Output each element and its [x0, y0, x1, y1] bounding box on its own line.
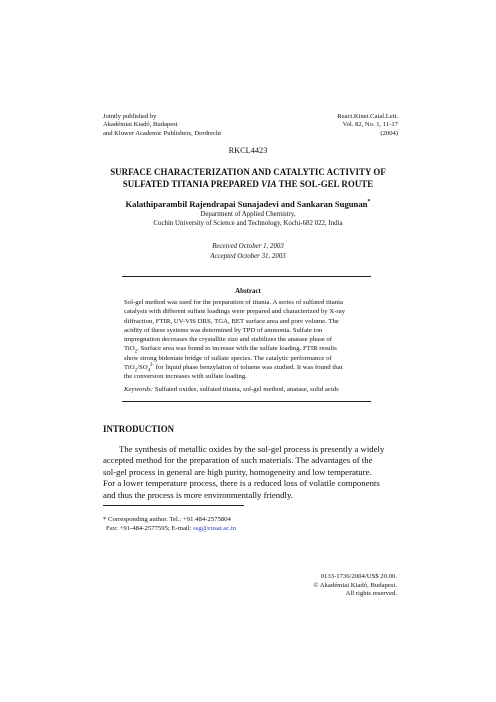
abstract-line: impregnation decreases the crystallite size and stabilizes the anatase phase of [124, 336, 333, 344]
divider [122, 276, 371, 277]
intro-line: For a lower temperature process, there is a reduced loss of volatile components [103, 478, 380, 489]
authors [0, 199, 496, 209]
footnote-text: Fax: +91-484-2577595; E-mail: [106, 524, 194, 532]
email-link[interactable]: ssg@cusat.ac.in [193, 524, 237, 532]
corresponding-mark: * [367, 198, 371, 206]
dates [0, 242, 496, 261]
title-line-1: SURFACE CHARACTERIZATION AND CATALYTIC ACTIVITY OF [110, 167, 386, 177]
abstract-line: show strong bidentate bridge of sulfate species. The catalytic performance of [124, 354, 332, 362]
journal-line: Vol. 82, No. 1, 11-17 [342, 121, 398, 129]
publisher-line: and Kluwer Academic Publishers, Dordrecht [103, 129, 222, 137]
abstract-line: the conversion increases with sulfate loading. [124, 373, 247, 381]
copyright-block [313, 573, 397, 599]
journal-line: (2004) [380, 129, 398, 137]
abstract-sub: 4 [147, 368, 151, 374]
intro-paragraph [103, 444, 398, 501]
footnote-rule [103, 505, 244, 506]
publisher-line: Jointly published by [103, 113, 157, 120]
abstract-text: for liquid phase benzylation of toluene was studied. It was found that [154, 364, 343, 372]
section-heading-introduction: INTRODUCTION [103, 424, 175, 434]
title-text: SULFATED TITANIA PREPARED [122, 178, 262, 189]
publisher-info [103, 113, 221, 138]
abstract-sub: 2 [134, 349, 138, 355]
keywords-text: Sulfated oxides, sulfated titania, sol-gel method, anatase, solid acids [153, 386, 339, 393]
abstract-text: TiO [124, 345, 135, 353]
accepted-date: Accepted October 31, 2003 [210, 252, 286, 260]
abstract-line [124, 363, 372, 372]
abstract-text: /SO [137, 364, 148, 372]
footnote [103, 516, 236, 533]
title-text: THE SOL-GEL ROUTE [276, 178, 374, 189]
abstract-body [124, 298, 372, 382]
abstract-line: catalysts with different sulfate loadings were prepared and characterized by X-ray [124, 308, 346, 316]
abstract-text: TiO [124, 364, 135, 372]
keywords [124, 385, 376, 394]
footnote-line [103, 525, 236, 534]
affiliation-line: Department of Applied Chemistry, [200, 211, 296, 218]
abstract-text: . Surface area was found to increase with the sulfate loading. FTIR results [137, 345, 337, 353]
author-names: Kalathiparambil Rajendrapai Sunajadevi and Sankaran Sugunan [125, 199, 368, 209]
abstract-line: Sol-gel method was used for the preparation of titania. A series of sulfated titania [124, 299, 343, 306]
copyright-line: All rights reserved. [345, 590, 397, 598]
abstract-sup: 2- [150, 362, 155, 368]
intro-line: The synthesis of metallic oxides by the sol-gel process is presently a widely [119, 444, 385, 454]
abstract-sub: 2 [134, 368, 138, 374]
paper-code: RKCL4423 [228, 146, 268, 155]
title-via: VIA [261, 178, 277, 189]
publisher-line: Akadémiai Kiadó, Budapest [103, 121, 178, 129]
title-line-2 [0, 179, 496, 191]
affiliation-line: Cochin University of Science and Technology, Kochi-682 022, India [153, 220, 343, 227]
keywords-label: Keywords: [124, 386, 153, 393]
received-date: Received October 1, 2003 [212, 243, 284, 250]
intro-line: and thus the process is more environmentally friendly. [103, 489, 293, 500]
affiliation [0, 210, 496, 228]
intro-line: sol-gel process in general are high purity, homogeneity and low temperature. [103, 466, 372, 477]
journal-line: React.Kinet.Catal.Lett. [337, 113, 398, 120]
journal-info [337, 113, 398, 138]
abstract-line: diffraction, FTIR, UV-VIS DRS, TGA, BET surface area and pore volume. The [124, 317, 339, 325]
abstract-line: acidity of these systems was determined by TPD of ammonia. Sulfate ion [124, 326, 323, 334]
abstract-line [124, 344, 372, 353]
divider [122, 401, 371, 402]
abstract-heading: Abstract [235, 288, 261, 295]
copyright-line: © Akadémiai Kiadó, Budapest. [313, 581, 397, 589]
intro-line: accepted method for the preparation of such materials. The advantages of the [103, 455, 373, 466]
copyright-line: 0133-1736/2004/US$ 20.00. [320, 573, 397, 580]
footnote-line: * Corresponding author. Tel.: +91 484-2575804 [103, 516, 231, 523]
paper-title [0, 167, 496, 190]
